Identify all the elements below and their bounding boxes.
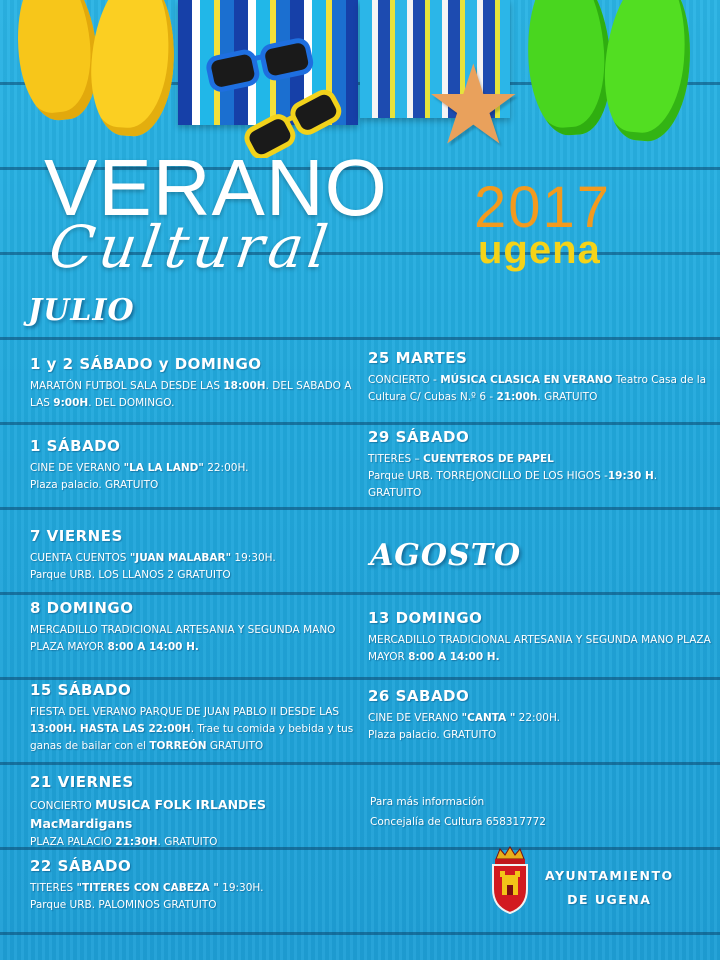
- year-label: 2017: [474, 175, 612, 240]
- event-text: MARATÓN FUTBOL SALA DESDE LAS 18:00H. DEL SABADO A LAS 9:00H. DEL DOMINGO.: [30, 380, 352, 409]
- yellow-flip-flop-left: [10, 0, 103, 124]
- event-heading: 1 SÁBADO: [30, 437, 121, 455]
- event-julio-8: [368, 348, 713, 406]
- event-text: CINE DE VERANO "CANTA " 22:00H. Plaza palacio. GRATUITO: [368, 712, 560, 741]
- green-flip-flop-right: [599, 0, 697, 144]
- starfish-icon: ★: [424, 41, 523, 169]
- event-text: FIESTA DEL VERANO PARQUE DE JUAN PABLO II DESDE LAS 13:00H. HASTA LAS 22:00H. Trae tu comida y bebida y tus ganas de bailar con el TORREÓN GRATUITO: [30, 706, 354, 752]
- event-agosto-2: [368, 686, 713, 744]
- event-text: CINE DE VERANO "LA LA LAND" 22:00H. Plaza palacio. GRATUITO: [30, 462, 249, 491]
- event-text: CONCIERTO - MÚSICA CLASICA EN VERANO Teatro Casa de la Cultura C/ Cubas N.º 6 - 21:00h. GRATUITO: [368, 374, 707, 403]
- event-heading: 25 MARTES: [368, 349, 468, 367]
- event-heading: 15 SÁBADO: [30, 681, 132, 699]
- event-heading: 8 DOMINGO: [30, 599, 134, 617]
- event-agosto-1: [368, 608, 713, 666]
- title-cultural: Cultural: [45, 213, 337, 281]
- title-verano: VERANO: [44, 143, 388, 232]
- month-heading-julio: JULIO: [28, 293, 135, 328]
- event-julio-2: [30, 436, 360, 494]
- event-julio-6: [30, 772, 370, 851]
- month-heading-agosto: AGOSTO: [370, 538, 522, 573]
- event-heading: 1 y 2 SÁBADO y DOMINGO: [30, 355, 262, 373]
- green-flip-flop-left: [522, 0, 615, 138]
- ayuntamiento-line1: AYUNTAMIENTO: [545, 868, 674, 883]
- ayuntamiento-line2: DE UGENA: [567, 892, 652, 907]
- event-julio-9: [368, 427, 713, 502]
- event-heading: 7 VIERNES: [30, 527, 123, 545]
- event-julio-1: [30, 354, 360, 412]
- event-julio-5: [30, 680, 360, 755]
- event-heading: 26 SABADO: [368, 687, 470, 705]
- event-text: TITERES – CUENTEROS DE PAPEL Parque URB. TORREJONCILLO DE LOS HIGOS -19:30 H. GRATUITO: [368, 453, 658, 499]
- event-text: MERCADILLO TRADICIONAL ARTESANIA Y SEGUNDA MANO PLAZA MAYOR 8:00 A 14:00 H.: [30, 624, 336, 653]
- event-julio-7: [30, 856, 360, 914]
- event-text: TITERES "TITERES CON CABEZA " 19:30H. Parque URB. PALOMINOS GRATUITO: [30, 882, 264, 911]
- event-text: CONCIERTO MUSICA FOLK IRLANDES MacMardigans PLAZA PALACIO 21:30H. GRATUITO: [30, 797, 266, 848]
- town-label: ugena: [478, 228, 601, 272]
- event-heading: 21 VIERNES: [30, 773, 134, 791]
- info-line: Para más información: [370, 796, 485, 808]
- event-heading: 13 DOMINGO: [368, 609, 483, 627]
- event-text: CUENTA CUENTOS "JUAN MALABAR" 19:30H. Parque URB. LOS LLANOS 2 GRATUITO: [30, 552, 276, 581]
- info-phone: Concejalía de Cultura 658317772: [370, 816, 546, 828]
- ayuntamiento-label: [545, 864, 674, 912]
- town-crest-icon: [488, 845, 532, 915]
- event-heading: 22 SÁBADO: [30, 857, 132, 875]
- event-text: MERCADILLO TRADICIONAL ARTESANIA Y SEGUNDA MANO PLAZA MAYOR 8:00 A 14:00 H.: [368, 634, 711, 663]
- event-julio-3: [30, 526, 360, 584]
- event-heading: 29 SÁBADO: [368, 428, 470, 446]
- event-julio-4: [30, 598, 360, 656]
- sunglasses-icon: [205, 28, 355, 158]
- info-block: [370, 792, 546, 832]
- yellow-flip-flop-right: [87, 0, 180, 139]
